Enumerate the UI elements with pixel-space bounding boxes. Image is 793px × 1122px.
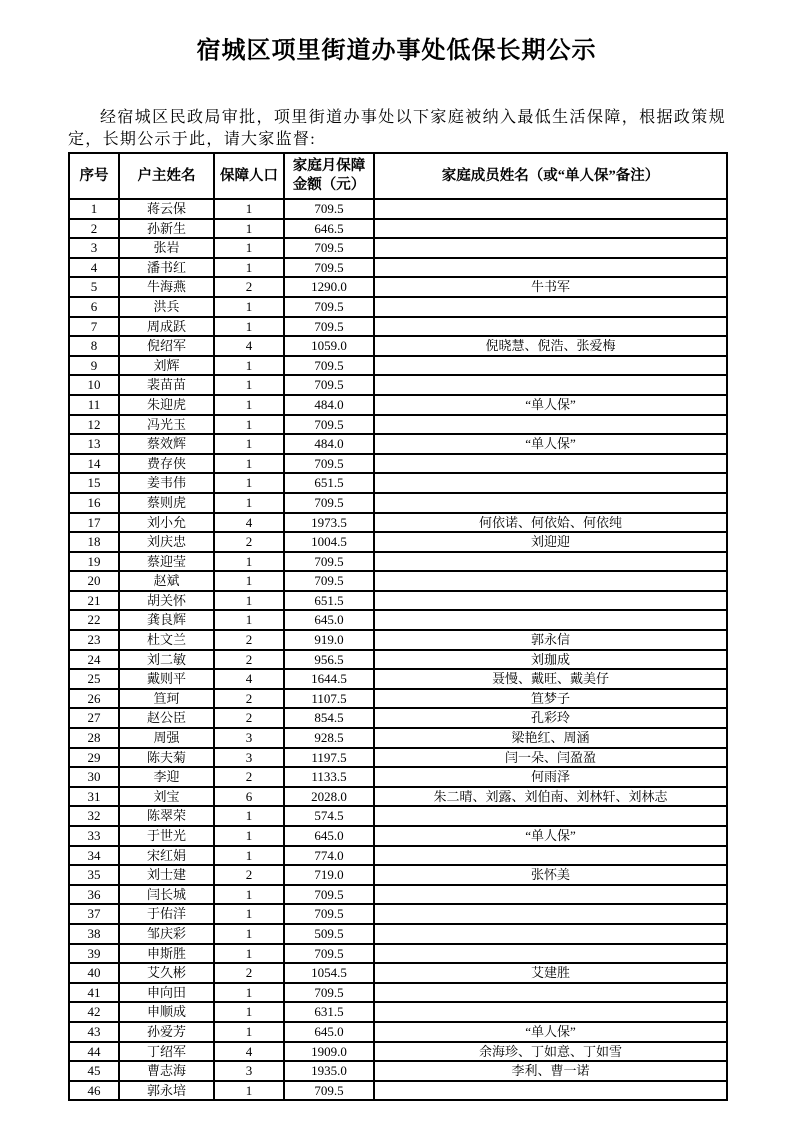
members-cell [374, 610, 727, 630]
table-row [69, 434, 727, 454]
householder-cell: 倪绍军 [119, 336, 214, 356]
householder-cell: 陈翠荣 [119, 806, 214, 826]
serial-cell: 11 [69, 395, 119, 415]
householder-cell: 宋红娟 [119, 846, 214, 866]
table-row [69, 963, 727, 983]
serial-cell: 29 [69, 748, 119, 768]
table-row [69, 552, 727, 572]
table-row [69, 473, 727, 493]
population-cell: 3 [214, 1061, 284, 1081]
amount-cell: 709.5 [284, 356, 374, 376]
members-cell [374, 1002, 727, 1022]
amount-cell: 631.5 [284, 1002, 374, 1022]
table-row [69, 395, 727, 415]
amount-cell: 484.0 [284, 434, 374, 454]
members-cell [374, 375, 727, 395]
amount-cell: 928.5 [284, 728, 374, 748]
amount-cell: 645.0 [284, 610, 374, 630]
table-row [69, 591, 727, 611]
householder-cell: 孙新生 [119, 219, 214, 239]
serial-cell: 32 [69, 806, 119, 826]
amount-cell: 1290.0 [284, 277, 374, 297]
serial-cell: 42 [69, 1002, 119, 1022]
population-cell: 1 [214, 219, 284, 239]
householder-cell: 申斯胜 [119, 944, 214, 964]
householder-cell: 曹志海 [119, 1061, 214, 1081]
amount-cell: 484.0 [284, 395, 374, 415]
population-cell: 4 [214, 513, 284, 533]
table-row [69, 1061, 727, 1081]
serial-cell: 10 [69, 375, 119, 395]
table-row [69, 219, 727, 239]
table-row [69, 238, 727, 258]
table-row [69, 630, 727, 650]
amount-cell: 645.0 [284, 826, 374, 846]
members-cell: 张怀美 [374, 865, 727, 885]
serial-cell: 6 [69, 297, 119, 317]
table-row [69, 669, 727, 689]
amount-cell: 956.5 [284, 650, 374, 670]
intro-paragraph: 经宿城区民政局审批，项里街道办事处以下家庭被纳入最低生活保障，根据政策规定，长期公示于此，请大家监督: [68, 109, 726, 148]
serial-cell: 34 [69, 846, 119, 866]
table-row [69, 728, 727, 748]
householder-cell: 刘二敏 [119, 650, 214, 670]
amount-cell: 709.5 [284, 983, 374, 1003]
serial-cell: 21 [69, 591, 119, 611]
householder-cell: 裴苗苗 [119, 375, 214, 395]
householder-cell: 朱迎虎 [119, 395, 214, 415]
householder-cell: 洪兵 [119, 297, 214, 317]
householder-cell: 周强 [119, 728, 214, 748]
population-cell: 2 [214, 963, 284, 983]
table-row [69, 199, 727, 219]
serial-cell: 8 [69, 336, 119, 356]
members-cell [374, 219, 727, 239]
serial-cell: 23 [69, 630, 119, 650]
table-row [69, 513, 727, 533]
householder-cell: 潘书红 [119, 258, 214, 278]
table-row [69, 297, 727, 317]
members-cell [374, 983, 727, 1003]
population-cell: 1 [214, 375, 284, 395]
serial-cell: 37 [69, 904, 119, 924]
serial-cell: 1 [69, 199, 119, 219]
table-row [69, 571, 727, 591]
population-cell: 1 [214, 924, 284, 944]
householder-cell: 李迎 [119, 767, 214, 787]
serial-cell: 38 [69, 924, 119, 944]
serial-cell: 18 [69, 532, 119, 552]
table-row [69, 336, 727, 356]
amount-cell: 646.5 [284, 219, 374, 239]
householder-cell: 刘辉 [119, 356, 214, 376]
population-cell: 1 [214, 826, 284, 846]
population-cell: 1 [214, 199, 284, 219]
subsidy-table [68, 152, 728, 1101]
serial-cell: 31 [69, 787, 119, 807]
amount-cell: 709.5 [284, 552, 374, 572]
population-cell: 1 [214, 493, 284, 513]
serial-cell: 20 [69, 571, 119, 591]
amount-cell: 509.5 [284, 924, 374, 944]
table-row [69, 650, 727, 670]
table-row [69, 493, 727, 513]
population-cell: 1 [214, 1081, 284, 1101]
householder-cell: 艾久彬 [119, 963, 214, 983]
serial-cell: 12 [69, 415, 119, 435]
population-cell: 1 [214, 473, 284, 493]
table-row [69, 1081, 727, 1101]
members-cell: 李利、曹一诺 [374, 1061, 727, 1081]
members-cell: “单人保” [374, 826, 727, 846]
table-body [69, 199, 727, 1100]
population-cell: 2 [214, 532, 284, 552]
amount-cell: 709.5 [284, 238, 374, 258]
population-cell: 1 [214, 610, 284, 630]
amount-cell: 1197.5 [284, 748, 374, 768]
serial-cell: 41 [69, 983, 119, 1003]
amount-cell: 709.5 [284, 944, 374, 964]
serial-cell: 16 [69, 493, 119, 513]
population-cell: 6 [214, 787, 284, 807]
amount-cell: 645.0 [284, 1022, 374, 1042]
serial-cell: 24 [69, 650, 119, 670]
serial-cell: 7 [69, 317, 119, 337]
population-cell: 4 [214, 1042, 284, 1062]
serial-cell: 30 [69, 767, 119, 787]
population-cell: 2 [214, 277, 284, 297]
population-cell: 1 [214, 258, 284, 278]
serial-cell: 9 [69, 356, 119, 376]
amount-cell: 1133.5 [284, 767, 374, 787]
amount-cell: 854.5 [284, 708, 374, 728]
table-row [69, 415, 727, 435]
population-cell: 2 [214, 689, 284, 709]
members-cell: 刘迎迎 [374, 532, 727, 552]
table-row [69, 767, 727, 787]
table-row [69, 1042, 727, 1062]
members-cell: 何依诺、何依姶、何依纯 [374, 513, 727, 533]
amount-cell: 651.5 [284, 591, 374, 611]
population-cell: 1 [214, 317, 284, 337]
members-cell [374, 591, 727, 611]
members-cell [374, 885, 727, 905]
householder-cell: 闫长城 [119, 885, 214, 905]
members-cell [374, 1081, 727, 1101]
amount-cell: 709.5 [284, 199, 374, 219]
members-cell: 朱二晴、刘露、刘伯南、刘林轩、刘林志 [374, 787, 727, 807]
header-population: 保障人口 [214, 153, 284, 199]
serial-cell: 25 [69, 669, 119, 689]
serial-cell: 40 [69, 963, 119, 983]
amount-cell: 709.5 [284, 1081, 374, 1101]
serial-cell: 26 [69, 689, 119, 709]
population-cell: 1 [214, 944, 284, 964]
table-row [69, 708, 727, 728]
members-cell [374, 238, 727, 258]
amount-cell: 919.0 [284, 630, 374, 650]
householder-cell: 郭永培 [119, 1081, 214, 1101]
householder-cell: 刘士建 [119, 865, 214, 885]
members-cell: 郭永信 [374, 630, 727, 650]
population-cell: 4 [214, 336, 284, 356]
members-cell: “单人保” [374, 434, 727, 454]
table-row [69, 846, 727, 866]
population-cell: 1 [214, 238, 284, 258]
serial-cell: 46 [69, 1081, 119, 1101]
amount-cell: 1054.5 [284, 963, 374, 983]
members-cell: 刘珈成 [374, 650, 727, 670]
serial-cell: 44 [69, 1042, 119, 1062]
serial-cell: 45 [69, 1061, 119, 1081]
table-row [69, 944, 727, 964]
householder-cell: 丁绍军 [119, 1042, 214, 1062]
members-cell [374, 297, 727, 317]
serial-cell: 2 [69, 219, 119, 239]
householder-cell: 蔡则虎 [119, 493, 214, 513]
serial-cell: 13 [69, 434, 119, 454]
serial-cell: 43 [69, 1022, 119, 1042]
householder-cell: 费存侠 [119, 454, 214, 474]
serial-cell: 27 [69, 708, 119, 728]
amount-cell: 1644.5 [284, 669, 374, 689]
serial-cell: 3 [69, 238, 119, 258]
householder-cell: 周成跃 [119, 317, 214, 337]
population-cell: 1 [214, 434, 284, 454]
members-cell [374, 454, 727, 474]
serial-cell: 15 [69, 473, 119, 493]
amount-cell: 1004.5 [284, 532, 374, 552]
table-header-row [69, 153, 727, 199]
population-cell: 1 [214, 1022, 284, 1042]
serial-cell: 4 [69, 258, 119, 278]
members-cell [374, 199, 727, 219]
serial-cell: 17 [69, 513, 119, 533]
serial-cell: 14 [69, 454, 119, 474]
amount-cell: 709.5 [284, 258, 374, 278]
population-cell: 2 [214, 650, 284, 670]
population-cell: 3 [214, 748, 284, 768]
members-cell [374, 944, 727, 964]
serial-cell: 5 [69, 277, 119, 297]
members-cell [374, 571, 727, 591]
amount-cell: 709.5 [284, 415, 374, 435]
table-row [69, 258, 727, 278]
population-cell: 1 [214, 885, 284, 905]
population-cell: 1 [214, 1002, 284, 1022]
members-cell [374, 258, 727, 278]
members-cell [374, 806, 727, 826]
members-cell: 何雨泽 [374, 767, 727, 787]
householder-cell: 蔡迎莹 [119, 552, 214, 572]
population-cell: 2 [214, 708, 284, 728]
householder-cell: 于世光 [119, 826, 214, 846]
page-title: 宿城区项里街道办事处低保长期公示 [196, 38, 597, 64]
householder-cell: 胡关怀 [119, 591, 214, 611]
table-row [69, 532, 727, 552]
amount-cell: 1059.0 [284, 336, 374, 356]
table-row [69, 317, 727, 337]
table-row [69, 826, 727, 846]
householder-cell: 刘小允 [119, 513, 214, 533]
members-cell: “单人保” [374, 1022, 727, 1042]
population-cell: 1 [214, 356, 284, 376]
table-row [69, 806, 727, 826]
members-cell: 牛书军 [374, 277, 727, 297]
serial-cell: 33 [69, 826, 119, 846]
population-cell: 1 [214, 415, 284, 435]
serial-cell: 19 [69, 552, 119, 572]
members-cell: 艾建胜 [374, 963, 727, 983]
amount-cell: 1107.5 [284, 689, 374, 709]
amount-cell: 709.5 [284, 375, 374, 395]
table-row [69, 375, 727, 395]
amount-cell: 709.5 [284, 454, 374, 474]
table-row [69, 610, 727, 630]
amount-cell: 709.5 [284, 904, 374, 924]
householder-cell: 龚良辉 [119, 610, 214, 630]
members-cell [374, 493, 727, 513]
table-row [69, 983, 727, 1003]
householder-cell: 冯光玉 [119, 415, 214, 435]
table-row [69, 277, 727, 297]
members-cell [374, 317, 727, 337]
table-row [69, 904, 727, 924]
population-cell: 1 [214, 591, 284, 611]
householder-cell: 于佑洋 [119, 904, 214, 924]
members-cell: 余海珍、丁如意、丁如雪 [374, 1042, 727, 1062]
serial-cell: 22 [69, 610, 119, 630]
population-cell: 1 [214, 904, 284, 924]
householder-cell: 姜韦伟 [119, 473, 214, 493]
amount-cell: 1935.0 [284, 1061, 374, 1081]
table-row [69, 748, 727, 768]
amount-cell: 709.5 [284, 571, 374, 591]
members-cell: 笪梦子 [374, 689, 727, 709]
table-row [69, 1002, 727, 1022]
table-row [69, 924, 727, 944]
members-cell [374, 415, 727, 435]
householder-cell: 牛海燕 [119, 277, 214, 297]
header-householder: 户主姓名 [119, 153, 214, 199]
members-cell [374, 924, 727, 944]
amount-cell: 709.5 [284, 297, 374, 317]
amount-cell: 774.0 [284, 846, 374, 866]
members-cell [374, 846, 727, 866]
householder-cell: 刘宝 [119, 787, 214, 807]
members-cell [374, 904, 727, 924]
serial-cell: 28 [69, 728, 119, 748]
population-cell: 1 [214, 297, 284, 317]
population-cell: 2 [214, 865, 284, 885]
population-cell: 4 [214, 669, 284, 689]
amount-cell: 709.5 [284, 885, 374, 905]
population-cell: 1 [214, 454, 284, 474]
header-members: 家庭成员姓名（或“单人保”备注） [374, 153, 727, 199]
amount-cell: 719.0 [284, 865, 374, 885]
population-cell: 2 [214, 767, 284, 787]
population-cell: 1 [214, 846, 284, 866]
members-cell [374, 552, 727, 572]
members-cell: 孔彩玲 [374, 708, 727, 728]
serial-cell: 39 [69, 944, 119, 964]
householder-cell: 赵斌 [119, 571, 214, 591]
serial-cell: 36 [69, 885, 119, 905]
members-cell [374, 473, 727, 493]
householder-cell: 张岩 [119, 238, 214, 258]
householder-cell: 邹庆彩 [119, 924, 214, 944]
population-cell: 3 [214, 728, 284, 748]
householder-cell: 申顺成 [119, 1002, 214, 1022]
members-cell: “单人保” [374, 395, 727, 415]
population-cell: 2 [214, 630, 284, 650]
table-row [69, 865, 727, 885]
population-cell: 1 [214, 552, 284, 572]
header-serial: 序号 [69, 153, 119, 199]
householder-cell: 孙爱芳 [119, 1022, 214, 1042]
members-cell: 梁艳红、周涵 [374, 728, 727, 748]
population-cell: 1 [214, 806, 284, 826]
amount-cell: 709.5 [284, 317, 374, 337]
householder-cell: 蒋云保 [119, 199, 214, 219]
householder-cell: 蔡效辉 [119, 434, 214, 454]
members-cell: 聂慢、戴旺、戴美仔 [374, 669, 727, 689]
amount-cell: 2028.0 [284, 787, 374, 807]
amount-cell: 651.5 [284, 473, 374, 493]
table-row [69, 356, 727, 376]
householder-cell: 陈夫菊 [119, 748, 214, 768]
population-cell: 1 [214, 983, 284, 1003]
householder-cell: 刘庆忠 [119, 532, 214, 552]
members-cell: 闫一朵、闫盈盈 [374, 748, 727, 768]
serial-cell: 35 [69, 865, 119, 885]
amount-cell: 574.5 [284, 806, 374, 826]
members-cell [374, 356, 727, 376]
householder-cell: 申向田 [119, 983, 214, 1003]
members-cell: 倪晓慧、倪浩、张爱梅 [374, 336, 727, 356]
householder-cell: 杜文兰 [119, 630, 214, 650]
amount-cell: 1909.0 [284, 1042, 374, 1062]
householder-cell: 赵公臣 [119, 708, 214, 728]
population-cell: 1 [214, 571, 284, 591]
householder-cell: 戴则平 [119, 669, 214, 689]
table-row [69, 454, 727, 474]
amount-cell: 709.5 [284, 493, 374, 513]
header-amount: 家庭月保障金额（元） [284, 153, 374, 199]
table-row [69, 689, 727, 709]
table-row [69, 787, 727, 807]
householder-cell: 笪珂 [119, 689, 214, 709]
population-cell: 1 [214, 395, 284, 415]
table-row [69, 1022, 727, 1042]
table-row [69, 885, 727, 905]
amount-cell: 1973.5 [284, 513, 374, 533]
